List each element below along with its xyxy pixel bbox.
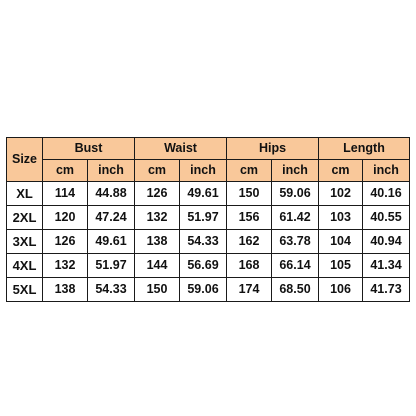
table-cell: 40.55 — [363, 206, 410, 230]
table-cell: 105 — [319, 254, 363, 278]
header-unit-row — [7, 160, 410, 182]
table-cell: 106 — [319, 278, 363, 302]
table-cell: 162 — [227, 230, 272, 254]
size-cell: 4XL — [7, 254, 43, 278]
group-header-hips: Hips — [227, 138, 319, 160]
table-cell: 132 — [43, 254, 88, 278]
header-group-row — [7, 138, 410, 160]
table-cell: 66.14 — [272, 254, 319, 278]
table-cell: 44.88 — [88, 182, 135, 206]
table-cell: 59.06 — [272, 182, 319, 206]
table-cell: 40.94 — [363, 230, 410, 254]
unit-header: inch — [272, 160, 319, 182]
group-header-waist: Waist — [135, 138, 227, 160]
table-cell: 51.97 — [88, 254, 135, 278]
unit-header: cm — [319, 160, 363, 182]
table-row — [7, 254, 410, 278]
table-cell: 68.50 — [272, 278, 319, 302]
table-cell: 132 — [135, 206, 180, 230]
table-cell: 56.69 — [180, 254, 227, 278]
table-cell: 104 — [319, 230, 363, 254]
size-cell: XL — [7, 182, 43, 206]
table-cell: 63.78 — [272, 230, 319, 254]
table-cell: 150 — [135, 278, 180, 302]
group-header-bust: Bust — [43, 138, 135, 160]
table-cell: 114 — [43, 182, 88, 206]
table-row — [7, 182, 410, 206]
table-cell: 102 — [319, 182, 363, 206]
table-cell: 156 — [227, 206, 272, 230]
table-cell: 41.34 — [363, 254, 410, 278]
table-cell: 138 — [43, 278, 88, 302]
table-cell: 51.97 — [180, 206, 227, 230]
group-header-length: Length — [319, 138, 410, 160]
table-cell: 174 — [227, 278, 272, 302]
size-cell: 5XL — [7, 278, 43, 302]
table-cell: 126 — [135, 182, 180, 206]
table-cell: 41.73 — [363, 278, 410, 302]
size-cell: 3XL — [7, 230, 43, 254]
table-cell: 126 — [43, 230, 88, 254]
unit-header: inch — [88, 160, 135, 182]
table-cell: 49.61 — [88, 230, 135, 254]
unit-header: cm — [227, 160, 272, 182]
table-cell: 61.42 — [272, 206, 319, 230]
table-cell: 40.16 — [363, 182, 410, 206]
table-row — [7, 206, 410, 230]
table-cell: 144 — [135, 254, 180, 278]
size-column-header: Size — [7, 138, 43, 182]
table-cell: 168 — [227, 254, 272, 278]
table-cell: 54.33 — [88, 278, 135, 302]
table-cell: 54.33 — [180, 230, 227, 254]
unit-header: inch — [180, 160, 227, 182]
table-cell: 49.61 — [180, 182, 227, 206]
table-cell: 150 — [227, 182, 272, 206]
unit-header: cm — [43, 160, 88, 182]
table-cell: 59.06 — [180, 278, 227, 302]
size-cell: 2XL — [7, 206, 43, 230]
table-row — [7, 230, 410, 254]
unit-header: cm — [135, 160, 180, 182]
table-cell: 138 — [135, 230, 180, 254]
table-row — [7, 278, 410, 302]
unit-header: inch — [363, 160, 410, 182]
table-cell: 120 — [43, 206, 88, 230]
table-cell: 47.24 — [88, 206, 135, 230]
table-cell: 103 — [319, 206, 363, 230]
size-chart-table — [6, 137, 410, 302]
